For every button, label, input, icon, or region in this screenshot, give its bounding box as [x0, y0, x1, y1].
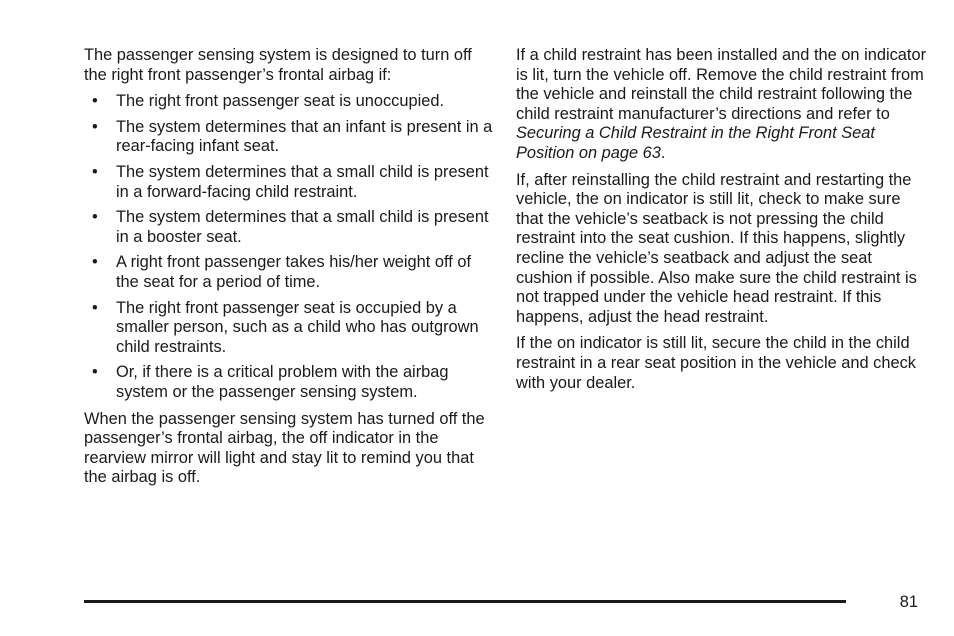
seatback-paragraph: If, after reinstalling the child restraint and restarting the vehicle, the on indicator is still lit, check to make sure that the vehicle’s seatback is not pressing the child restraint into the seat cushion. If this happens, slightly recline the vehicle’s seatback and adjust the seat cushion if possible. Also make sure the child restraint is not trapped under the vehicle head restraint. If this happens, adjust the head restraint.: [516, 170, 917, 326]
reinstall-paragraph: [516, 46, 930, 164]
list-item: [84, 253, 496, 292]
list-item-text: A right front passenger takes his/her weight off of the seat for a period of time.: [116, 253, 472, 291]
reinstall-period: .: [660, 143, 666, 162]
closing-paragraph: When the passenger sensing system has turned off the passenger’s frontal airbag, the off indicator in the rearview mirror will light and stay lit to remind you that the airbag is off.: [84, 409, 485, 487]
page-number: 81: [899, 593, 918, 611]
list-item: [84, 118, 496, 157]
right-column: [516, 46, 930, 400]
intro-paragraph: The passenger sensing system is designed to turn off the right front passenger’s frontal airbag if:: [84, 46, 472, 84]
page-reference-link: Securing a Child Restraint in the Right Front Seat Position on page 63: [516, 124, 875, 162]
list-item-text: Or, if there is a critical problem with the airbag system or the passenger sensing system.: [116, 363, 449, 401]
list-item: [84, 363, 496, 402]
bullet-icon: •: [92, 363, 98, 382]
list-item: [84, 208, 496, 247]
bullet-icon: •: [92, 92, 98, 111]
list-item-text: The system determines that a small child is present in a booster seat.: [116, 208, 489, 246]
list-item: [84, 299, 496, 358]
list-item-text: The system determines that an infant is present in a rear-facing infant seat.: [116, 117, 493, 156]
bullet-icon: •: [92, 298, 98, 317]
list-item: [84, 163, 496, 202]
list-item-text: The right front passenger seat is occupied by a smaller person, such as a child who has outgrown child restraints.: [116, 298, 479, 356]
footer-rule: [84, 600, 846, 603]
list-item: [84, 92, 496, 112]
bullet-icon: •: [92, 253, 98, 272]
dealer-paragraph: If the on indicator is still lit, secure the child in the child restraint in a rear seat position in the vehicle and check with your dealer.: [516, 334, 916, 392]
bullet-icon: •: [92, 162, 98, 181]
left-column: [84, 46, 496, 495]
bullet-icon: •: [92, 208, 98, 227]
list-item-text: The system determines that a small child is present in a forward-facing child restraint.: [116, 162, 489, 201]
airbag-off-conditions-list: [84, 92, 496, 402]
list-item-text: The right front passenger seat is unoccupied.: [116, 92, 445, 111]
bullet-icon: •: [92, 117, 98, 136]
reinstall-text: If a child restraint has been installed and the on indicator is lit, turn the vehicle off. Remove the child restraint from the vehicle and reinstall the child restraint following the child restraint manufacturer’s directions and refer to: [516, 46, 927, 123]
